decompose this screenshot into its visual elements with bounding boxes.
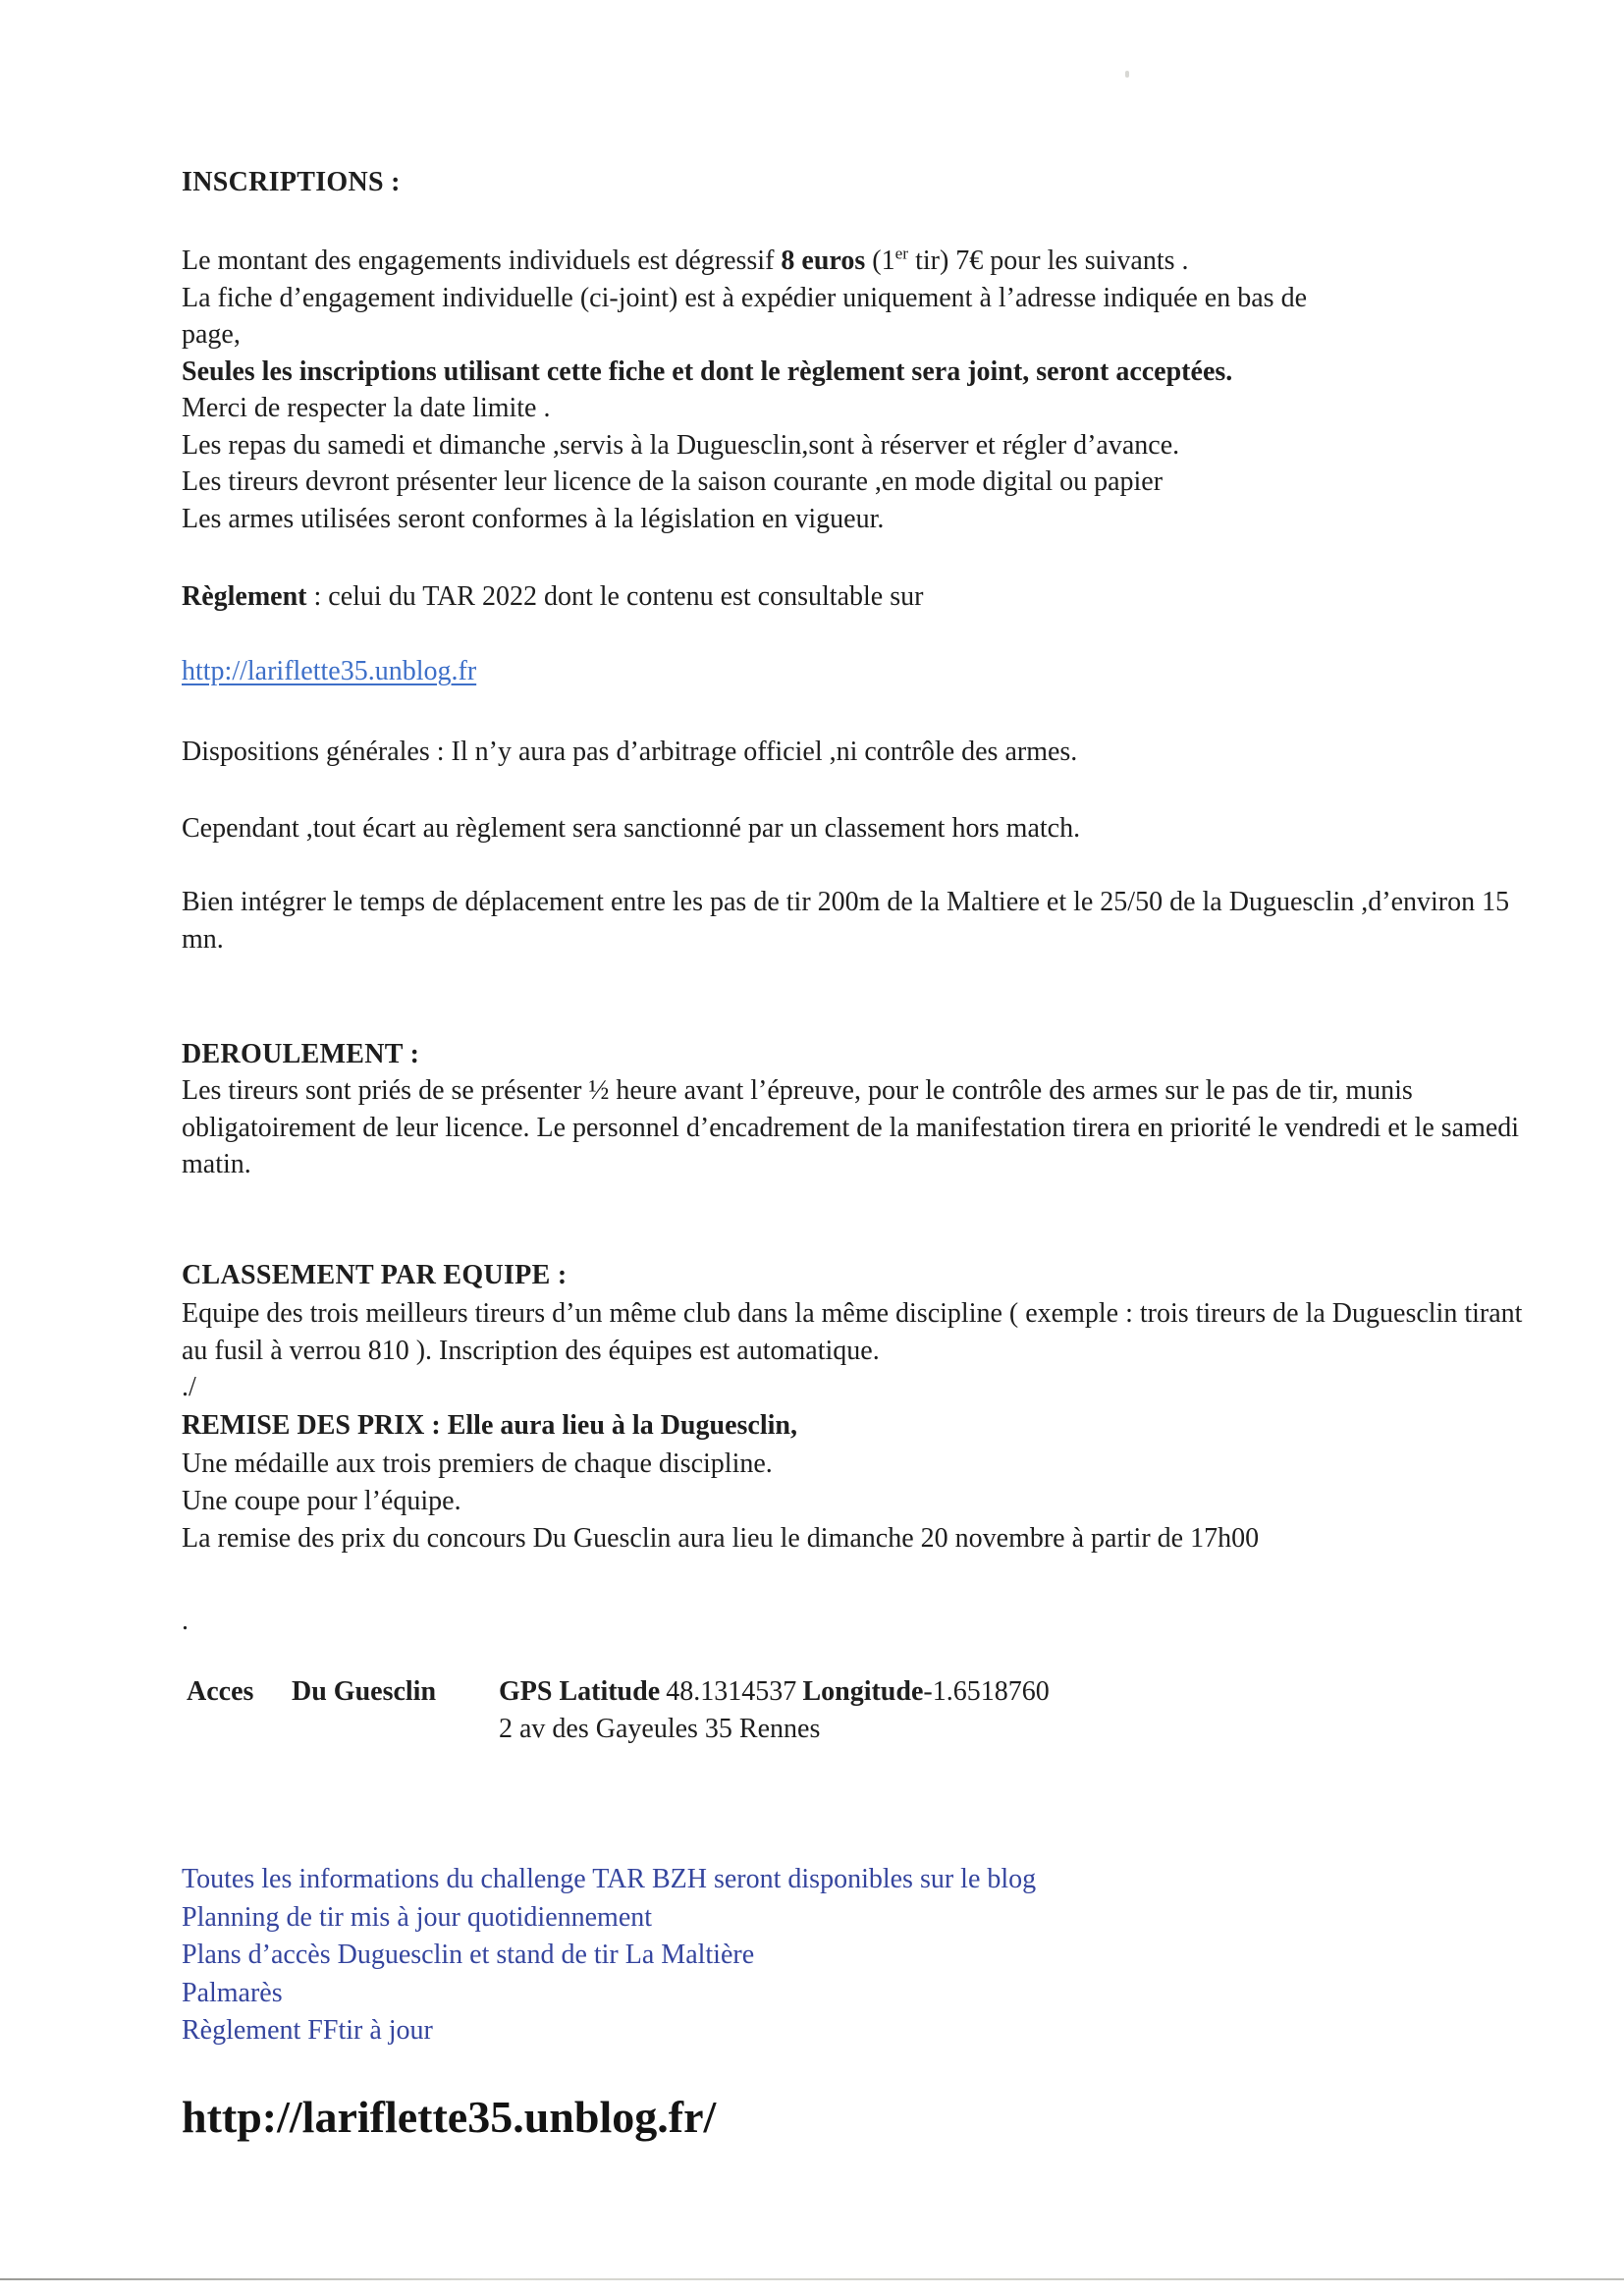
scan-noise-dot — [1125, 71, 1129, 78]
gps-latitude-label: GPS Latitude — [499, 1676, 661, 1707]
blog-info-block — [182, 1861, 1529, 2050]
intro-line-fees — [182, 243, 1529, 280]
inscriptions-heading: INSCRIPTIONS : — [182, 167, 401, 197]
remise-line-coupe: Une coupe pour l’équipe. — [182, 1486, 461, 1516]
travel-time-paragraph: Bien intégrer le temps de déplacement entre les pas de tir 200m de la Maltiere et le 25/50 de la Duguesclin ,d’environ 15 mn. — [182, 887, 1510, 955]
blog-hyperlink[interactable]: http://lariflette35.unblog.fr — [182, 656, 477, 686]
intro-fees-ordinal: er — [894, 244, 909, 263]
scan-edge-line — [0, 2278, 1624, 2280]
remise-line-medaille: Une médaille aux trois premiers de chaque discipline. — [182, 1449, 773, 1479]
blog-info-line-planning: Planning de tir mis à jour quotidiennement — [182, 1901, 653, 1933]
remise-line-date: La remise des prix du concours Du Guesclin aura lieu le dimanche 20 novembre à partir de 17h00 — [182, 1523, 1260, 1554]
deroulement-paragraph: Les tireurs sont priés de se présenter ½ heure avant l’épreuve, pour le contrôle des armes sur le pas de tir, munis obligatoirement de leur licence. Le personnel d’encadrement de la manifestation tirera en priorité le vendredi et le samedi matin. — [182, 1075, 1520, 1179]
blog-info-line-palmares: Palmarès — [182, 1977, 283, 2008]
gps-latitude-value: 48.1314537 — [666, 1676, 797, 1707]
intro-line-form-1: La fiche d’engagement individuelle (ci-joint) est à expédier uniquement à l’adresse indiquée en bas de — [182, 282, 1307, 313]
intro-fees-text-end: tir) 7€ pour les suivants . — [908, 246, 1189, 276]
intro-line-deadline: Merci de respecter la date limite . — [182, 393, 551, 423]
intro-line-weapons: Les armes utilisées seront conformes à la législation en vigueur. — [182, 503, 885, 534]
stray-period: . — [182, 1606, 189, 1636]
intro-line-form-2: page, — [182, 319, 241, 350]
gps-coordinates — [499, 1673, 1050, 1711]
classement-paragraph: Equipe des trois meilleurs tireurs d’un même club dans la même discipline ( exemple : trois tireurs de la Duguesclin tirant au fusil à verrou 810 ). Inscription des équipes est automatique. — [182, 1298, 1523, 1366]
blog-info-line-reglement: Règlement FFtir à jour — [182, 2015, 433, 2046]
cependant-line: Cependant ,tout écart au règlement sera sanctionné par un classement hors match. — [182, 813, 1081, 844]
classement-heading: CLASSEMENT PAR EQUIPE : — [182, 1260, 568, 1290]
dispositions-line: Dispositions générales : Il n’y aura pas d’arbitrage officiel ,ni contrôle des armes. — [182, 737, 1078, 767]
intro-fees-text-start: Le montant des engagements individuels est dégressif — [182, 246, 782, 276]
intro-fees-paren-open: (1 — [865, 246, 895, 276]
intro-fees-amount: 8 euros — [781, 246, 866, 276]
reglement-line — [182, 578, 1529, 616]
gps-longitude-value: -1.6518760 — [923, 1676, 1050, 1707]
reglement-link-line — [182, 653, 1529, 690]
blog-info-line-plans: Plans d’accès Duguesclin et stand de tir La Maltière — [182, 1940, 755, 1970]
reglement-label: Règlement — [182, 581, 307, 612]
reglement-text: : celui du TAR 2022 dont le contenu est consultable sur — [306, 581, 924, 612]
blog-info-line-all-info: Toutes les informations du challenge TAR BZH seront disponibles sur le blog — [182, 1864, 1037, 1894]
remise-des-prix-heading: REMISE DES PRIX : Elle aura lieu à la Duguesclin, — [182, 1410, 797, 1441]
venue-name: Du Guesclin — [292, 1676, 437, 1707]
deroulement-heading: DEROULEMENT : — [182, 1039, 420, 1069]
venue-address: 2 av des Gayeules 35 Rennes — [499, 1714, 821, 1744]
intro-line-only-this-form: Seules les inscriptions utilisant cette fiche et dont le règlement sera joint, seront acceptées. — [182, 355, 1233, 387]
access-label: Acces — [187, 1676, 254, 1707]
access-gps-line — [182, 1673, 1529, 1711]
dot-slash-line: ./ — [182, 1372, 196, 1402]
inscriptions-paragraph — [182, 243, 1529, 537]
blog-url-large: http://lariflette35.unblog.fr/ — [182, 2092, 717, 2142]
intro-line-licence: Les tireurs devront présenter leur licence de la saison courante ,en mode digital ou papier — [182, 466, 1164, 497]
gps-longitude-label: Longitude — [802, 1676, 924, 1707]
intro-line-meals: Les repas du samedi et dimanche ,servis à la Duguesclin,sont à réserver et régler d’avance. — [182, 429, 1180, 461]
